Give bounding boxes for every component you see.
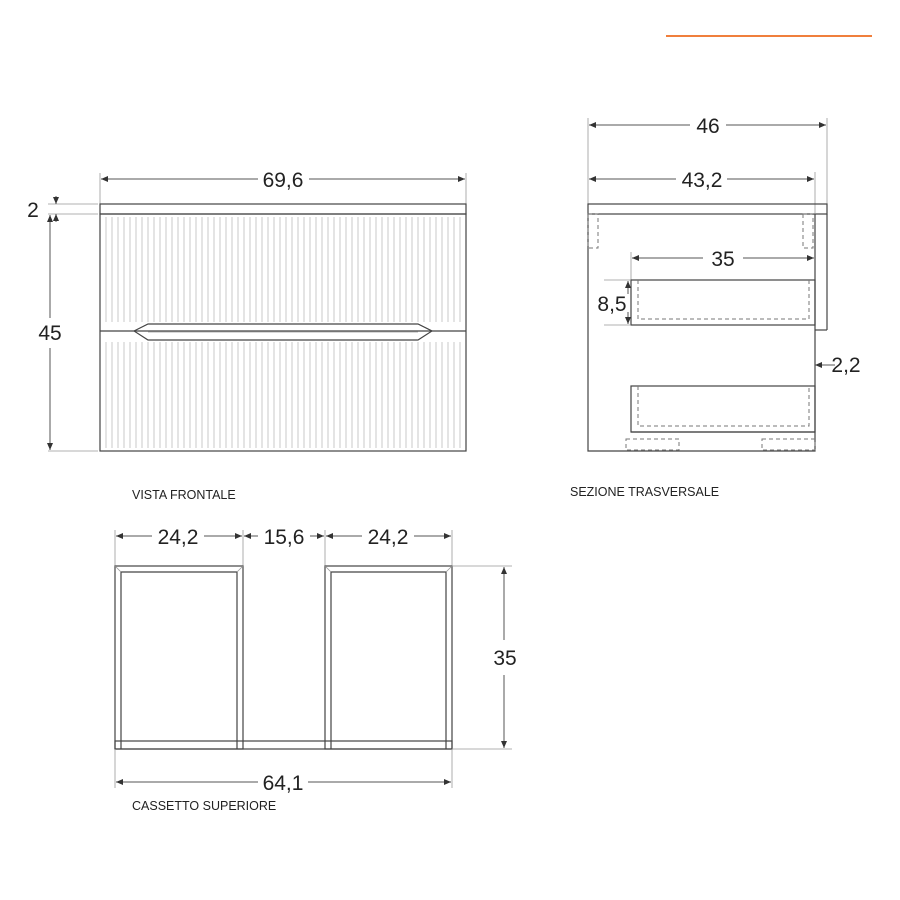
drawer-caption: CASSETTO SUPERIORE xyxy=(132,799,277,813)
drawer-center-gap-label: 15,6 xyxy=(263,526,305,549)
front-height-label: 45 xyxy=(38,322,62,345)
drawer-right-width-label: 24,2 xyxy=(367,526,409,549)
section-gap-label: 2,2 xyxy=(831,354,861,377)
section-inner-depth-label: 43,2 xyxy=(681,169,723,192)
drawer-total-width-label: 64,1 xyxy=(262,772,304,795)
front-width-label: 69,6 xyxy=(262,169,304,192)
section-drawer-depth-label: 35 xyxy=(711,248,735,271)
section-total-depth-label: 46 xyxy=(696,115,720,138)
drawer-depth-label: 35 xyxy=(493,647,517,670)
section-drawer-height-label: 8,5 xyxy=(597,293,627,316)
front-view-caption: VISTA FRONTALE xyxy=(132,488,236,502)
section-caption: SEZIONE TRASVERSALE xyxy=(570,485,720,499)
top-drawer-view xyxy=(115,526,517,813)
front-top-thickness-label: 2 xyxy=(27,199,39,222)
drawer-left-width-label: 24,2 xyxy=(157,526,199,549)
fluted-front-grooves xyxy=(106,217,460,448)
cross-section xyxy=(570,115,861,499)
front-view xyxy=(27,169,466,502)
